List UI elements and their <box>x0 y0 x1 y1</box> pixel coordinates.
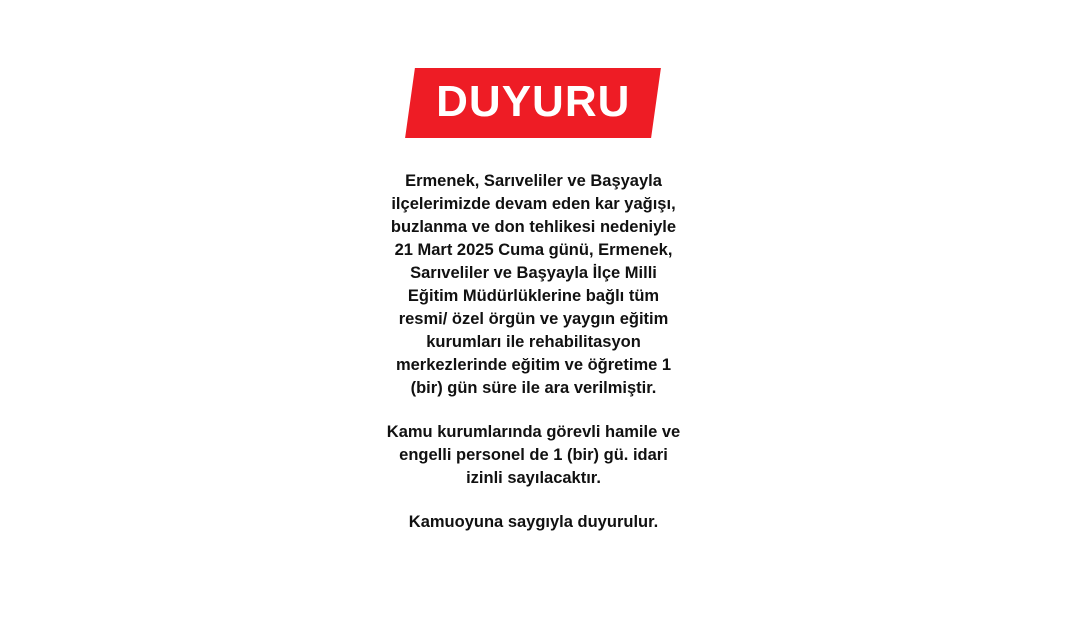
announcement-body <box>384 170 684 534</box>
announcement-paragraph-3: Kamuoyuna saygıyla duyurulur. <box>408 513 659 531</box>
duyuru-banner <box>405 68 661 138</box>
banner-container <box>0 68 1067 138</box>
announcement-paragraph-2: Kamu kurumlarında görevli hamile ve engelli personel de 1 (bir) gü. idari izinli sayılacaktır. <box>386 423 681 487</box>
announcement-paragraph-1: Ermenek, Sarıveliler ve Başyayla ilçelerimizde devam eden kar yağışı, buzlanma ve don tehlikesi nedeniyle 21 Mart 2025 Cuma günü, Ermenek, Sarıveliler ve Başyayla İlçe Milli Eğitim Müdürlüklerine bağlı tüm resmi/ özel örgün ve yaygın eğitim kurumları ile rehabilitasyon merkezlerinde eğitim ve öğretime 1 (bir) gün süre ile ara verilmiştir. <box>390 172 677 397</box>
banner-label: DUYURU <box>436 77 631 126</box>
